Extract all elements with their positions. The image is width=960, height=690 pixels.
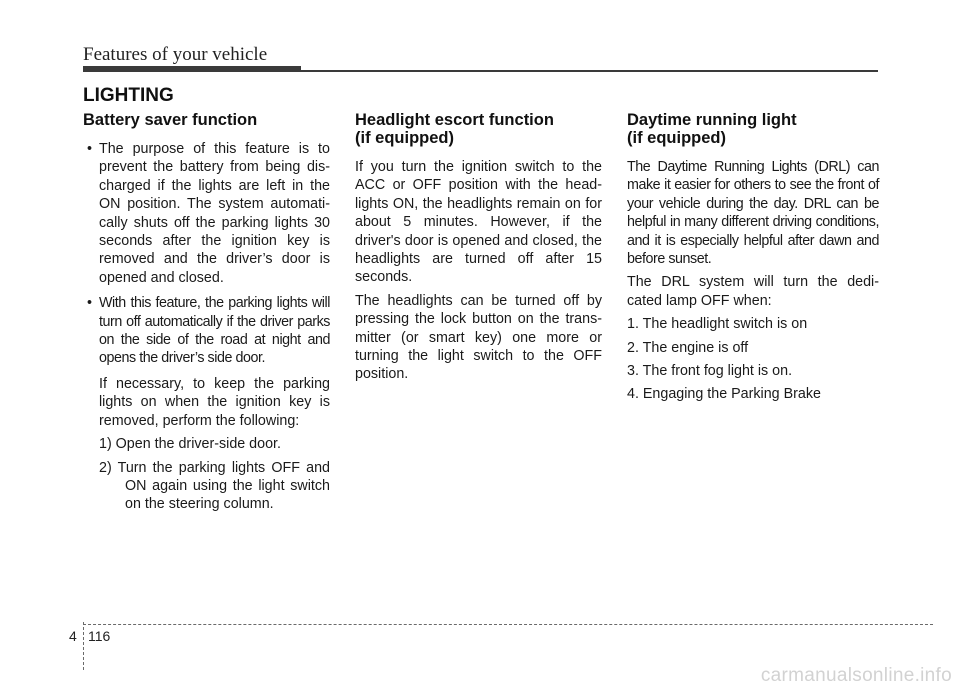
- drl-list-item: 3. The front fog light is on.: [627, 363, 793, 380]
- headlight-escort-paragraph-2: The headlights can be turned off by pressing the lock button on the trans-mitter (or smart key) one more or turning the light switch to the OFF position.: [355, 292, 602, 383]
- site-watermark: carmanualsonline.info: [760, 665, 952, 686]
- drl-list-item: 4. Engaging the Parking Brake: [627, 386, 821, 403]
- footer-page-number: 116: [88, 628, 111, 644]
- headlight-escort-heading-line-1: Headlight escort function: [355, 111, 554, 129]
- battery-saver-column: [83, 111, 330, 519]
- battery-saver-step-2: 2) Turn the parking lights OFF and ON again using the light switch on the steering column.: [99, 459, 330, 513]
- drl-heading-line-2: (if equipped): [627, 129, 726, 147]
- headlight-escort-heading-line-2: (if equipped): [355, 129, 454, 147]
- battery-saver-bullet-2: • With this feature, the parking lights will turn off automatically if the driver parks on the side of the road at night and opens the driver’s side door.: [83, 294, 330, 368]
- drl-list-item: 2. The engine is off: [627, 339, 749, 356]
- footer-dashed-divider: [83, 622, 84, 670]
- header-rule-thin: [301, 70, 878, 72]
- headlight-escort-paragraph-1: If you turn the ignition switch to the ACC or OFF position with the head-lights ON, the headlights remain on for about 5 minutes. However, if the driver's door is opened and closed, the headlights are turned off after 15 seconds.: [355, 159, 602, 286]
- drl-list-item: 1. The headlight switch is on: [627, 316, 808, 333]
- drl-paragraph-2: The DRL system will turn the dedi-cated lamp OFF when:: [627, 274, 879, 309]
- drl-heading-line-1: Daytime running light: [627, 111, 797, 129]
- headlight-escort-column: [355, 111, 602, 389]
- header-rule-thick: [83, 66, 301, 72]
- drl-paragraph-1: The Daytime Running Lights (DRL) can make it easier for others to see the front of your vehicle during the day. DRL can be helpful in many different driving conditions, and it is especially helpful after dawn and before sunset.: [627, 159, 879, 268]
- drl-heading: [627, 111, 879, 147]
- footer-dashed-rule: [83, 624, 933, 625]
- battery-saver-note: If necessary, to keep the parking lights on when the ignition key is removed, perform the following:: [99, 375, 330, 429]
- drl-column: [627, 111, 879, 409]
- headlight-escort-heading: [355, 111, 602, 147]
- page-header-title: Features of your vehicle: [83, 44, 268, 65]
- section-title: LIGHTING: [83, 85, 174, 106]
- footer-chapter-number: 4: [69, 628, 77, 644]
- battery-saver-bullet-1: • The purpose of this feature is to prevent the battery from being dis-charged if the lights are left in the ON position. The system automati-cally shuts off the parking lights 30 seconds after the ignition key is removed and the driver’s door is opened and closed.: [83, 140, 330, 287]
- battery-saver-heading: Battery saver function: [83, 111, 258, 129]
- battery-saver-step-1: 1) Open the driver-side door.: [99, 436, 281, 453]
